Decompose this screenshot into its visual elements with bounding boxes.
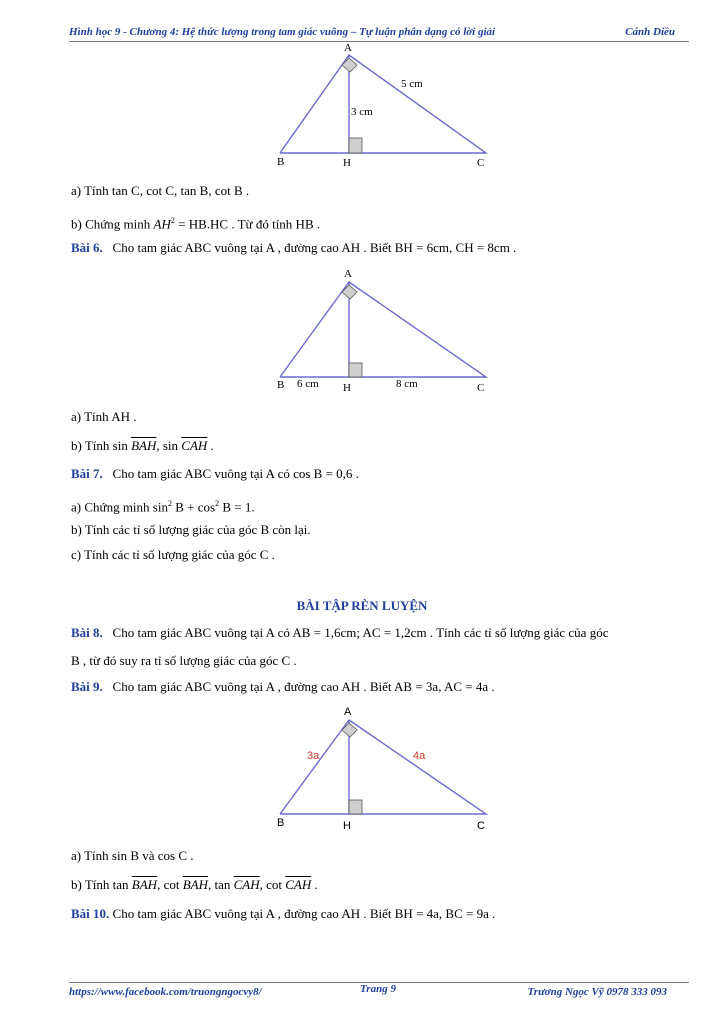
q9b-part2: , cot: [157, 877, 183, 892]
figure-triangle-2: [270, 264, 500, 399]
triangle-abc: [280, 55, 486, 153]
question-7b: b) Tính các tỉ số lượng giác của góc B còn lại.: [71, 522, 311, 537]
exercise-7: [71, 466, 359, 482]
question-6a: a) Tính AH .: [71, 409, 137, 424]
question-6b: [71, 438, 214, 454]
q9b-part4: , cot: [259, 877, 286, 892]
q7a-middle: B + cos: [171, 499, 216, 515]
label-b: B: [277, 156, 285, 168]
label-bh-length: 6 cm: [297, 378, 319, 390]
q6b-middle: , sin: [156, 438, 182, 453]
exercise-10-text: Cho tam giác ABC vuông tại A , đường cao AH . Biết BH = 4a, BC = 9a .: [112, 906, 496, 921]
q7a-prefix: a) Chứng minh sin: [71, 499, 168, 515]
q5b-prefix: b) Chứng minh: [71, 216, 154, 232]
exercise-9-text: Cho tam giác ABC vuông tại A , đường cao AH . Biết AB = 3a, AC = 4a .: [112, 679, 495, 694]
question-7c: c) Tính các tỉ số lượng giác của góc C .: [71, 547, 275, 562]
question-9a: a) Tính sin B và cos C .: [71, 848, 194, 863]
q9b-part1: b) Tính tan: [71, 877, 132, 892]
q9b-part3: , tan: [207, 877, 234, 892]
footer-link[interactable]: https://www.facebook.com/truongngocvy8/: [69, 986, 262, 998]
exercise-7-label: Bài 7.: [71, 466, 103, 481]
footer-author: Trương Ngọc Vỹ 0978 333 093: [527, 986, 667, 998]
question-5a: a) Tính tan C, cot C, tan B, cot B .: [71, 183, 250, 198]
label-ab-length: 3a: [307, 750, 320, 762]
label-h: H: [343, 157, 351, 169]
q5b-suffix: . Từ đó tính HB .: [228, 216, 321, 232]
question-7a: [71, 496, 255, 515]
section-heading: BÀI TẬP RÈN LUYỆN: [296, 598, 428, 613]
exercise-10-label: Bài 10.: [71, 906, 110, 921]
figure-triangle-1: [270, 38, 500, 173]
exercise-8-text: Cho tam giác ABC vuông tại A có AB = 1,6cm; AC = 1,2cm . Tính các tỉ số lượng giác của góc: [112, 625, 609, 640]
exercise-8-continued: B , từ đó suy ra tỉ số lượng giác của góc C .: [71, 653, 297, 668]
q5b-equation: = HB.HC: [174, 216, 229, 232]
right-angle-mark-a: [342, 723, 357, 737]
header-title: Hình học 9 - Chương 4: Hệ thức lượng trong tam giác vuông – Tự luận phân dạng có lời giải: [69, 26, 496, 38]
label-ah-length: 3 cm: [351, 106, 373, 118]
exercise-7-text: Cho tam giác ABC vuông tại A có cos B = 0,6 .: [112, 466, 359, 481]
triangle-abc: [280, 720, 486, 814]
exercise-9: [71, 679, 495, 695]
label-ac-length: 5 cm: [401, 78, 423, 90]
page-footer: [69, 982, 689, 1007]
q9b-part5: .: [311, 877, 318, 892]
label-b: B: [277, 379, 285, 391]
exercise-6-text: Cho tam giác ABC vuông tại A , đường cao AH . Biết BH = 6cm, CH = 8cm .: [112, 240, 517, 255]
figure-triangle-3: [270, 702, 500, 837]
page-number: Trang 9: [360, 983, 396, 995]
q7a-exp2: 2: [215, 499, 220, 508]
label-h: H: [343, 820, 351, 832]
angle-cah: $\overline{CAH}$: [181, 438, 208, 453]
angle-cah-1: $\overline{CAH}$: [233, 877, 260, 892]
right-angle-mark-a: [342, 58, 357, 72]
label-a: A: [344, 42, 352, 54]
right-angle-mark-a: [342, 285, 357, 299]
exercise-6: [71, 240, 516, 256]
label-ac-length: 4a: [413, 750, 426, 762]
angle-cah-2: $\overline{CAH}$: [285, 877, 312, 892]
q5b-exponent: 2: [170, 216, 175, 225]
label-a: A: [344, 706, 352, 718]
question-9b: [71, 877, 318, 893]
label-c: C: [477, 820, 485, 832]
label-c: C: [477, 382, 485, 394]
exercise-10: [71, 906, 495, 922]
exercise-6-label: Bài 6.: [71, 240, 103, 255]
label-h: H: [343, 382, 351, 394]
exercise-8: [71, 625, 608, 641]
right-angle-mark-h: [349, 800, 362, 814]
angle-bah: $\overline{BAH}$: [131, 438, 157, 453]
q6b-suffix: .: [207, 438, 214, 453]
q6b-prefix: b) Tính sin: [71, 438, 132, 453]
label-a: A: [344, 268, 352, 280]
angle-bah-2: $\overline{BAH}$: [182, 877, 208, 892]
right-angle-mark-h: [349, 138, 362, 153]
question-5b: b) Chứng minh $AH^2 = HB.HC$ . Từ đó tính HB .: [71, 216, 321, 232]
exercise-9-label: Bài 9.: [71, 679, 103, 694]
label-c: C: [477, 157, 485, 169]
angle-bah-1: $\overline{BAH}$: [131, 877, 158, 892]
label-hc-length: 8 cm: [396, 378, 418, 390]
triangle-abc: [280, 282, 486, 377]
q7a-exp1: 2: [167, 499, 172, 508]
header-brand: Cánh Diều: [625, 26, 675, 38]
right-angle-mark-h: [349, 363, 362, 377]
exercise-8-label: Bài 8.: [71, 625, 103, 640]
label-b: B: [277, 817, 285, 829]
q7a-suffix: B = 1.: [219, 499, 255, 515]
